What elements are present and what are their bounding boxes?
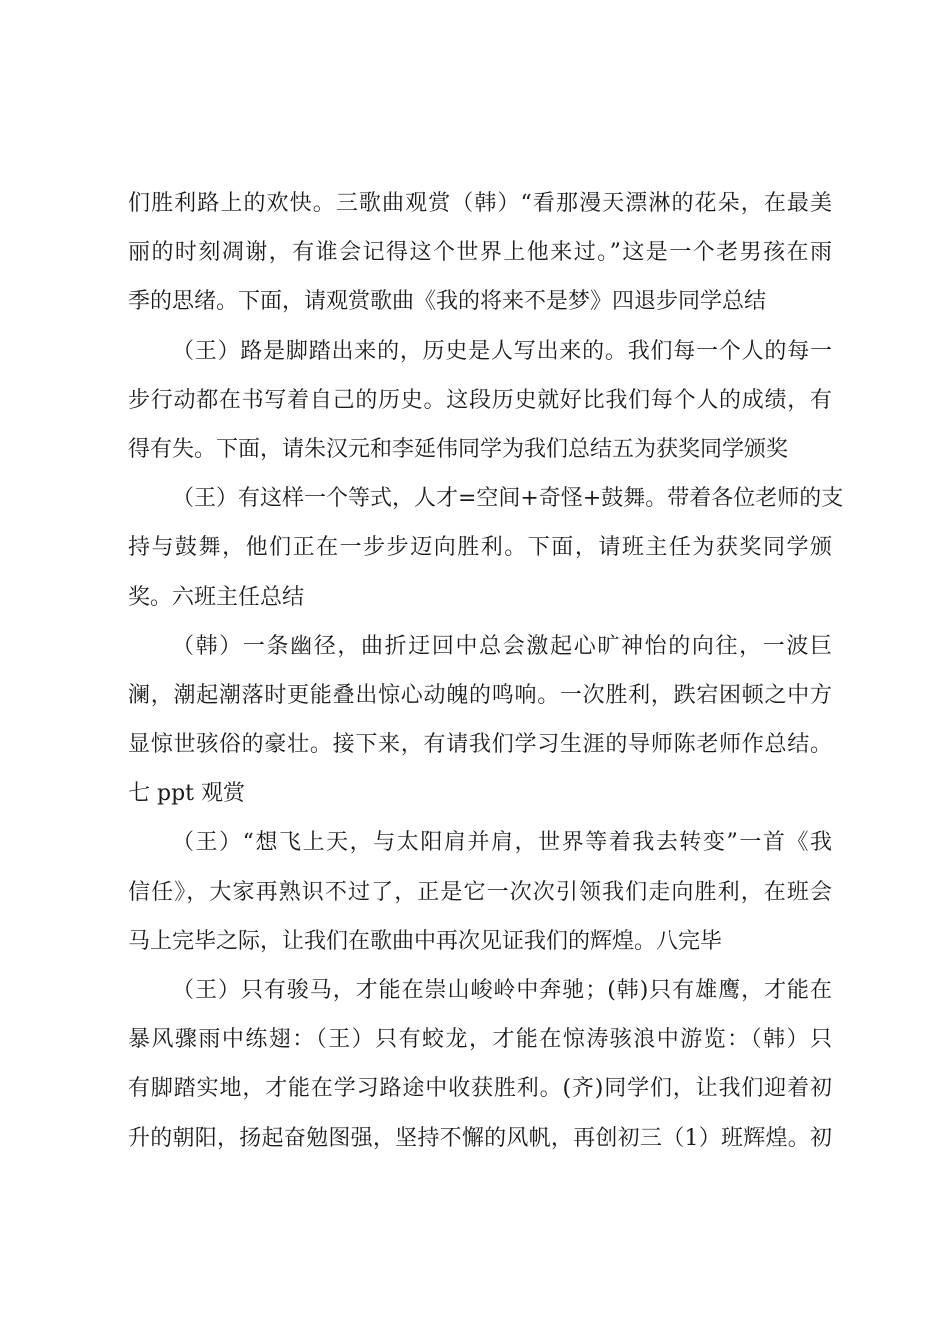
text-line: （王）“想飞上天，与太阳肩并肩，世界等着我去转变”一首《我 — [172, 830, 832, 856]
text-line: 显惊世骇俗的豪壮。接下来，有请我们学习生涯的导师陈老师作总结。 — [128, 732, 832, 758]
text-line: 七 ppt 观赏 — [128, 781, 245, 807]
text-line: （王）路是脚踏出来的，历史是人写出来的。我们每一个人的每一 — [172, 338, 832, 364]
text-line: 丽的时刻凋谢，有谁会记得这个世界上他来过。”这是一个老男孩在雨 — [128, 240, 832, 266]
text-line: 澜，潮起潮落时更能叠出惊心动魄的鸣响。一次胜利，跌宕困顿之中方 — [128, 682, 832, 708]
text-line: 奖。六班主任总结 — [128, 584, 305, 610]
text-line: 马上完毕之际，让我们在歌曲中再次见证我们的辉煌。八完毕 — [128, 928, 723, 954]
text-line: （王）只有骏马，才能在崇山峻岭中奔驰；(韩)只有雄鹰，才能在 — [172, 978, 832, 1003]
text-line: （王）有这样一个等式，人才=空间+奇怪+鼓舞。带着各位老师的支 — [172, 486, 844, 512]
text-line: 暴风骤雨中练翅：（王）只有蛟龙，才能在惊涛骇浪中游览：（韩）只 — [128, 1027, 832, 1053]
text-line: 升的朝阳，扬起奋勉图强，坚持不懈的风帆，再创初三（1）班辉煌。初 — [128, 1125, 832, 1151]
text-line: （韩）一条幽径，曲折迂回中总会激起心旷神怡的向往，一波巨 — [172, 633, 832, 659]
text-line: 信任》，大家再熟识不过了，正是它一次次引领我们走向胜利，在班会 — [128, 879, 832, 905]
document-body — [128, 185, 844, 1169]
text-line: 持与鼓舞，他们正在一步步迈向胜利。下面，请班主任为获奖同学颁 — [128, 535, 832, 561]
text-line: 有脚踏实地，才能在学习路途中收获胜利。(齐)同学们，让我们迎着初 — [128, 1076, 832, 1102]
text-line: 步行动都在书写着自己的历史。这段历史就好比我们每个人的成绩，有 — [128, 387, 832, 413]
text-line: 季的思绪。下面，请观赏歌曲《我的将来不是梦》四退步同学总结 — [128, 289, 767, 315]
text-line: 得有失。下面，请朱汉元和李延伟同学为我们总结五为获奖同学颁奖 — [128, 436, 789, 462]
text-line: 们胜利路上的欢快。三歌曲观赏（韩）“看那漫天漂淋的花朵，在最美 — [128, 191, 832, 216]
